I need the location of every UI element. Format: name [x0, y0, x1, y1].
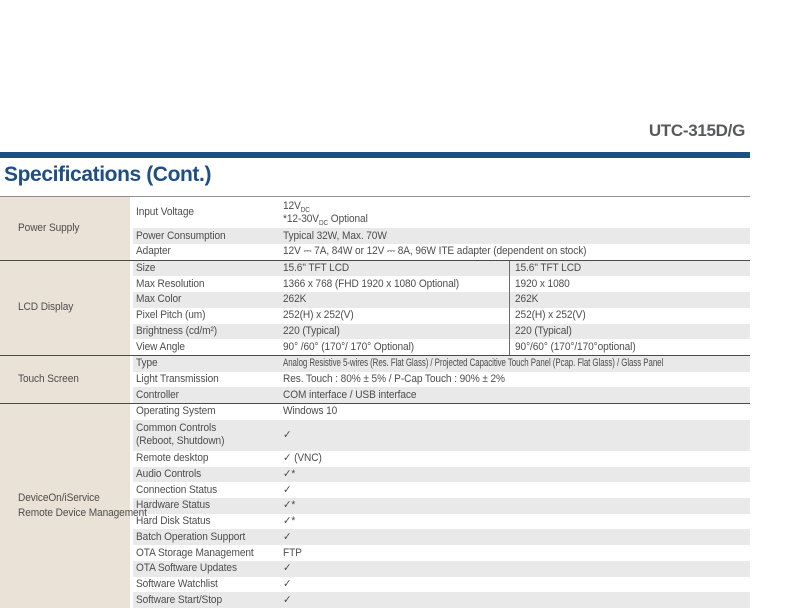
- section-category: DeviceOn/iService Remote Device Management: [0, 404, 130, 608]
- spec-value: 220 (Typical): [283, 324, 510, 340]
- spec-label: View Angle: [136, 340, 185, 353]
- page-title: Specifications (Cont.): [4, 163, 212, 186]
- spec-value: COM interface / USB interface: [283, 388, 417, 401]
- spec-label: OTA Storage Management: [136, 546, 254, 559]
- spec-label: Operating System: [136, 405, 216, 418]
- spec-row: [133, 244, 750, 260]
- spec-value: 252(H) x 252(V): [283, 308, 510, 324]
- spec-value: ✓: [283, 562, 292, 575]
- spec-label: Max Color: [136, 293, 182, 306]
- spec-label: Pixel Pitch (um): [136, 309, 206, 322]
- spec-value: 90° /60° (170°/ 170° Optional): [283, 339, 510, 355]
- spec-label: Software Watchlist: [136, 577, 218, 590]
- spec-row: [133, 228, 750, 244]
- spec-row: [133, 276, 750, 292]
- spec-row: [133, 561, 750, 577]
- product-model: UTC-315D/G: [648, 121, 745, 140]
- spec-label: Input Voltage: [136, 206, 194, 219]
- spec-label: Connection Status: [136, 483, 218, 496]
- section-category: Touch Screen: [0, 356, 130, 403]
- spec-values: [283, 451, 750, 467]
- accent-bar: [0, 152, 750, 158]
- spec-value: 262K: [515, 293, 539, 306]
- spec-row: [133, 482, 750, 498]
- spec-value: Typical 32W, Max. 70W: [283, 229, 387, 242]
- spec-values: [283, 356, 750, 372]
- spec-value: Windows 10: [283, 405, 338, 418]
- section-rows: [133, 197, 750, 260]
- spec-label: Controller: [136, 388, 179, 401]
- spec-label: Light Transmission: [136, 372, 219, 385]
- spec-values: [283, 228, 750, 244]
- spec-row: [133, 498, 750, 514]
- spec-value: ✓*: [283, 515, 296, 528]
- section-rows: [133, 261, 750, 355]
- spec-value: ✓*: [283, 468, 296, 481]
- spec-values: [283, 514, 750, 530]
- spec-value: ✓: [283, 593, 292, 606]
- spec-row: [133, 387, 750, 403]
- spec-row: [133, 197, 750, 228]
- spec-values: [283, 467, 750, 483]
- spec-row: [133, 308, 750, 324]
- spec-value: 15.6" TFT LCD: [515, 262, 582, 275]
- spec-value: ✓: [283, 530, 292, 543]
- spec-values: [283, 420, 750, 451]
- spec-row: [133, 529, 750, 545]
- spec-row: [133, 261, 750, 277]
- spec-values: [283, 561, 750, 577]
- spec-label: Remote desktop: [136, 452, 209, 465]
- spec-value: 1920 x 1080: [515, 277, 570, 290]
- spec-values: [283, 197, 750, 228]
- spec-row: [133, 467, 750, 483]
- section-lcd-display: [0, 260, 750, 355]
- spec-label: Power Consumption: [136, 229, 226, 242]
- spec-label: Hardware Status: [136, 499, 211, 512]
- spec-values: [283, 545, 750, 561]
- spec-row: [133, 420, 750, 451]
- spec-value: ✓: [283, 428, 292, 441]
- spec-value: ✓ (VNC): [283, 452, 322, 465]
- spec-row: [133, 545, 750, 561]
- spec-values: [283, 339, 750, 355]
- spec-value: 220 (Typical): [515, 324, 572, 337]
- spec-label: Adapter: [136, 245, 171, 258]
- spec-row: [133, 324, 750, 340]
- spec-value: 1366 x 768 (FHD 1920 x 1080 Optional): [283, 276, 510, 292]
- spec-label: Software Start/Stop: [136, 593, 223, 606]
- spec-values: [283, 292, 750, 308]
- spec-row: [133, 372, 750, 388]
- spec-row: [133, 356, 750, 372]
- spec-value: ✓: [283, 483, 292, 496]
- section-touch-screen: [0, 355, 750, 403]
- spec-value: FTP: [283, 546, 302, 559]
- section-deviceon-iservice: [0, 403, 750, 608]
- spec-row: [133, 451, 750, 467]
- spec-value: Analog Resistive 5-wires (Res. Flat Glass) / Projected Capacitive Touch Panel (Pcap. Flat Glass) / Glass Panel: [283, 357, 664, 370]
- spec-label: Size: [136, 262, 156, 275]
- section-rows: [133, 404, 750, 608]
- spec-label: Hard Disk Status: [136, 515, 211, 528]
- spec-values: [283, 577, 750, 593]
- spec-value: 12V ⎓ 7A, 84W or 12V ⎓ 8A, 96W ITE adapter (dependent on stock): [283, 245, 587, 258]
- section-category: Power Supply: [0, 197, 130, 260]
- spec-values: [283, 308, 750, 324]
- spec-value: 15.6" TFT LCD: [283, 261, 510, 277]
- spec-value: 90°/60° (170°/170°optional): [515, 340, 636, 353]
- spec-values: [283, 404, 750, 420]
- spec-value: ✓: [283, 577, 292, 590]
- spec-value: ✓*: [283, 499, 296, 512]
- spec-value: 252(H) x 252(V): [515, 309, 586, 322]
- spec-label: Brightness (cd/m²): [136, 324, 218, 337]
- section-power-supply: [0, 197, 750, 260]
- spec-row: [133, 404, 750, 420]
- spec-table: [0, 196, 750, 608]
- spec-values: [283, 498, 750, 514]
- spec-row: [133, 292, 750, 308]
- spec-label: Type: [136, 357, 158, 370]
- spec-row: [133, 577, 750, 593]
- section-rows: [133, 356, 750, 403]
- spec-value: 262K: [283, 292, 510, 308]
- spec-values: [283, 592, 750, 608]
- spec-row: [133, 339, 750, 355]
- spec-row: [133, 592, 750, 608]
- spec-values: [283, 482, 750, 498]
- spec-label: Audio Controls: [136, 468, 202, 481]
- spec-row: [133, 514, 750, 530]
- spec-label: Common Controls (Reboot, Shutdown): [136, 422, 225, 448]
- spec-values: [283, 372, 750, 388]
- spec-label: Max Resolution: [136, 277, 205, 290]
- section-category: LCD Display: [0, 261, 130, 355]
- spec-values: [283, 324, 750, 340]
- spec-values: [283, 261, 750, 277]
- spec-label: Batch Operation Support: [136, 530, 246, 543]
- spec-value: $12V_{DC}$ $*12-30V_{DC}$ Optional: [283, 199, 368, 227]
- spec-values: [283, 387, 750, 403]
- spec-label: OTA Software Updates: [136, 562, 237, 575]
- spec-value: Res. Touch : 80% ± 5% / P-Cap Touch : 90% ± 2%: [283, 372, 505, 385]
- spec-values: [283, 244, 750, 260]
- spec-values: [283, 529, 750, 545]
- spec-values: [283, 276, 750, 292]
